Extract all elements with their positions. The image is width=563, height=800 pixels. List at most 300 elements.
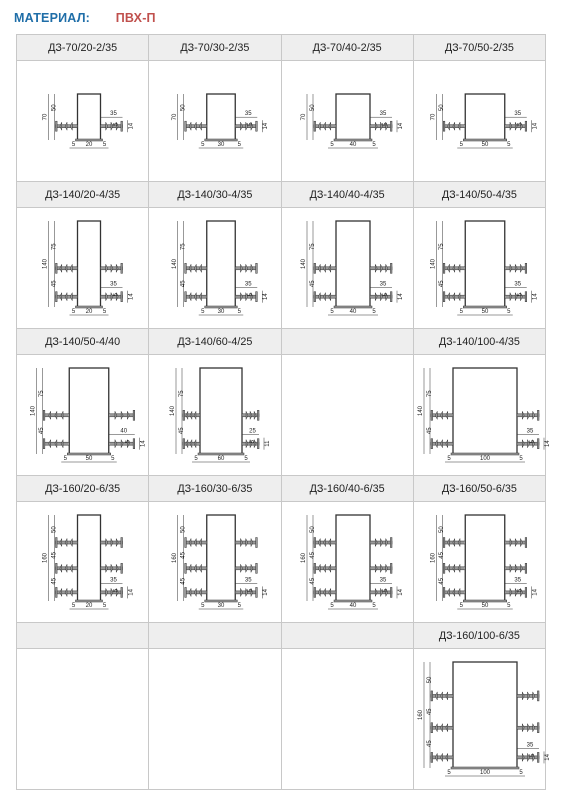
anchor-tooth (446, 692, 448, 700)
anchor-head (444, 263, 446, 273)
anchor-tooth (453, 122, 455, 130)
anchor-tooth (441, 440, 443, 448)
anchor-rib (444, 292, 466, 302)
dimension-label: 70 (171, 113, 178, 121)
profile-body (453, 368, 517, 454)
anchor-tooth (510, 264, 512, 272)
anchor-head (538, 723, 540, 733)
profile-title (281, 329, 413, 355)
dimension-label: 20 (85, 309, 92, 315)
anchor-tooth (521, 539, 523, 547)
dimension-label: 50 (310, 526, 317, 533)
anchor-rib (314, 121, 336, 131)
anchor-tooth (65, 539, 67, 547)
anchor-tooth (375, 122, 377, 130)
dimension-label: 45 (51, 577, 58, 585)
anchor-tooth (458, 264, 460, 272)
anchor-tooth (441, 692, 443, 700)
anchor-head (121, 563, 123, 573)
anchor-tooth (441, 411, 443, 419)
profile-base (198, 453, 244, 455)
anchor-tooth (70, 122, 72, 130)
anchor-head (256, 563, 258, 573)
anchor-tooth (533, 411, 535, 419)
anchor-rib (100, 538, 122, 548)
profile-table (16, 34, 552, 790)
anchor-tooth (194, 539, 196, 547)
anchor-tooth (116, 264, 118, 272)
anchor-tooth (324, 539, 326, 547)
profile-base (451, 453, 519, 455)
profile-base (205, 600, 238, 602)
dimension-label: 5 (194, 456, 198, 462)
anchor-head (391, 292, 393, 302)
profile-title: ДЗ-70/50-2/35 (413, 35, 545, 61)
anchor-rib (43, 410, 69, 420)
dimension-label: 35 (379, 577, 387, 584)
profile-title: ДЗ-140/40-4/35 (281, 182, 413, 208)
anchor-head (185, 121, 187, 131)
dimension-label: 14 (263, 589, 270, 596)
dimension-label: 35 (514, 281, 522, 288)
anchor-rib (370, 563, 392, 573)
dimension-label: 20 (85, 603, 92, 609)
profile-title: ДЗ-140/20-4/35 (17, 182, 149, 208)
title-row (17, 35, 546, 61)
dimension-label: 50 (51, 104, 58, 112)
anchor-rib (185, 121, 207, 131)
anchor-tooth (251, 539, 253, 547)
anchor-tooth (436, 724, 438, 732)
anchor-tooth (458, 564, 460, 572)
anchor-head (43, 410, 45, 420)
anchor-head (185, 563, 187, 573)
anchor-tooth (329, 264, 331, 272)
anchor-tooth (70, 293, 72, 301)
anchor-tooth (199, 293, 201, 301)
anchor-tooth (121, 440, 123, 448)
anchor-tooth (105, 264, 107, 272)
dimension-label: 140 (430, 258, 437, 270)
dimension-label: 50 (51, 526, 58, 533)
anchor-tooth (375, 293, 377, 301)
anchor-head (538, 410, 540, 420)
dimension-label: 11 (264, 440, 271, 447)
profile-body (200, 368, 242, 454)
profile-drawing-cell (17, 61, 149, 182)
profile-drawing (21, 360, 145, 470)
anchor-tooth (329, 539, 331, 547)
dimension-label: 5 (372, 603, 376, 609)
dimension-label: 35 (379, 111, 387, 118)
profile-title (149, 623, 281, 649)
anchor-head (55, 292, 57, 302)
anchor-tooth (510, 564, 512, 572)
anchor-tooth (441, 753, 443, 761)
dimension-label: 20 (85, 142, 92, 148)
dimension-label: 45 (439, 280, 446, 288)
anchor-rib (431, 410, 453, 420)
anchor-tooth (105, 564, 107, 572)
dimension-label: 100 (480, 770, 491, 776)
anchor-tooth (189, 293, 191, 301)
dimension-label: 14 (398, 589, 405, 596)
profile-drawing-cell (149, 502, 281, 623)
profile-title: ДЗ-140/50-4/40 (17, 329, 149, 355)
dimension-label: 50 (439, 104, 446, 112)
anchor-head (121, 538, 123, 548)
dimension-label: 50 (482, 309, 489, 315)
anchor-rib (108, 410, 134, 420)
anchor-rib (370, 263, 392, 273)
anchor-rib (55, 263, 77, 273)
anchor-rib (505, 563, 527, 573)
profile-title: ДЗ-160/50-6/35 (413, 476, 545, 502)
dimension-label: 5 (383, 293, 390, 297)
anchor-tooth (121, 411, 123, 419)
dimension-label: 35 (244, 281, 252, 288)
anchor-rib (314, 292, 336, 302)
anchor-rib (55, 121, 77, 131)
dimension-label: 30 (217, 309, 225, 315)
anchor-tooth (194, 293, 196, 301)
dimension-label: 5 (102, 309, 106, 315)
anchor-rib (185, 587, 207, 597)
title-row (17, 182, 546, 208)
anchor-tooth (381, 264, 383, 272)
anchor-tooth (458, 588, 460, 596)
profile-drawing (417, 507, 541, 617)
anchor-tooth (386, 264, 388, 272)
anchor-head (55, 121, 57, 131)
profile-drawing-cell (413, 208, 545, 329)
anchor-rib (314, 263, 336, 273)
anchor-rib (183, 410, 200, 420)
anchor-tooth (318, 264, 320, 272)
anchor-tooth (318, 293, 320, 301)
profile-base (205, 306, 238, 308)
anchor-tooth (329, 293, 331, 301)
profile-drawing (285, 86, 409, 156)
profile-drawing-cell (149, 61, 281, 182)
dimension-label: 45 (178, 427, 185, 435)
profile-body (466, 515, 506, 601)
anchor-tooth (199, 122, 201, 130)
anchor-tooth (318, 588, 320, 596)
dimension-label: 5 (244, 456, 248, 462)
dimension-label: 45 (51, 280, 58, 288)
dimension-label: 5 (248, 588, 255, 593)
anchor-tooth (116, 539, 118, 547)
dimension-label: 5 (459, 309, 464, 315)
anchor-head (444, 563, 446, 573)
anchor-tooth (523, 724, 525, 732)
anchor-rib (55, 292, 77, 302)
anchor-tooth (48, 411, 50, 419)
anchor-tooth (54, 440, 56, 448)
anchor-tooth (329, 588, 331, 596)
dimension-label: 50 (439, 526, 446, 533)
anchor-tooth (251, 564, 253, 572)
dimension-label: 5 (330, 142, 334, 148)
dimension-label: 5 (507, 309, 511, 315)
anchor-tooth (61, 440, 63, 448)
anchor-head (256, 587, 258, 597)
profile-drawing-cell (17, 208, 149, 329)
anchor-head (121, 292, 123, 302)
anchor-rib (431, 723, 453, 733)
profile-drawing-cell (149, 355, 281, 476)
anchor-tooth (375, 564, 377, 572)
dimension-label: 5 (113, 122, 120, 126)
dimension-label: 45 (439, 552, 446, 559)
dimension-label: 14 (128, 589, 135, 596)
anchor-head (538, 691, 540, 701)
dimension-label: 45 (38, 427, 45, 435)
dimension-label: 40 (349, 142, 357, 148)
anchor-rib (431, 752, 453, 762)
anchor-tooth (446, 440, 448, 448)
dimension-label: 35 (109, 281, 117, 288)
drawing-row (17, 61, 546, 182)
anchor-tooth (453, 539, 455, 547)
anchor-head (391, 538, 393, 548)
anchor-rib (444, 538, 466, 548)
title-row (17, 476, 546, 502)
dimension-label: 35 (244, 577, 252, 584)
anchor-rib (235, 263, 257, 273)
dimension-label: 70 (301, 113, 308, 121)
profile-base (334, 139, 372, 141)
anchor-tooth (61, 411, 63, 419)
anchor-tooth (453, 264, 455, 272)
anchor-tooth (189, 264, 191, 272)
dimension-label: 5 (71, 142, 75, 148)
anchor-tooth (199, 264, 201, 272)
anchor-rib (314, 538, 336, 548)
material-label: МАТЕРИАЛ: (14, 11, 91, 25)
dimension-label: 35 (109, 577, 117, 584)
dimension-label: 5 (530, 440, 537, 444)
dimension-label: 14 (545, 440, 552, 448)
dimension-label: 45 (310, 280, 317, 288)
anchor-head (257, 439, 259, 449)
anchor-tooth (240, 539, 242, 547)
dimension-label: 5 (518, 122, 525, 126)
drawing-row (17, 208, 546, 329)
dimension-label: 45 (427, 708, 434, 716)
anchor-head (538, 439, 540, 449)
profile-drawing-cell (413, 355, 552, 476)
anchor-tooth (48, 440, 50, 448)
profile-drawing (417, 213, 541, 323)
anchor-tooth (375, 588, 377, 596)
anchor-tooth (65, 588, 67, 596)
anchor-head (431, 410, 433, 420)
anchor-head (431, 691, 433, 701)
anchor-tooth (448, 264, 450, 272)
anchor-tooth (381, 539, 383, 547)
dimension-label: 45 (439, 577, 446, 585)
dimension-label: 160 (301, 552, 308, 564)
anchor-tooth (533, 724, 535, 732)
dimension-label: 140 (418, 405, 425, 417)
profile-drawing (417, 360, 552, 470)
dimension-label: 5 (237, 603, 241, 609)
title-row (17, 329, 546, 355)
anchor-head (314, 587, 316, 597)
dimension-label: 5 (330, 309, 334, 315)
anchor-tooth (528, 411, 530, 419)
profile-drawing-cell (149, 649, 281, 790)
profile-drawing-cell (413, 61, 545, 182)
anchor-rib (431, 439, 453, 449)
profile-title (281, 623, 413, 649)
dimension-label: 5 (110, 456, 115, 462)
profile-body (336, 94, 370, 140)
profile-base (334, 600, 372, 602)
anchor-tooth (59, 264, 61, 272)
dimension-label: 5 (447, 770, 452, 776)
anchor-tooth (446, 411, 448, 419)
anchor-tooth (453, 588, 455, 596)
anchor-tooth (240, 588, 242, 596)
dimension-label: 5 (125, 440, 132, 444)
profile-drawing-cell (281, 355, 413, 476)
anchor-tooth (528, 692, 530, 700)
anchor-tooth (105, 539, 107, 547)
dimension-label: 35 (244, 111, 252, 118)
anchor-head (526, 587, 528, 597)
profile-body (336, 221, 370, 307)
anchor-rib (517, 723, 539, 733)
anchor-tooth (523, 692, 525, 700)
dimension-label: 160 (430, 552, 437, 564)
dimension-label: 50 (85, 456, 92, 462)
dimension-label: 14 (128, 122, 135, 130)
anchor-tooth (329, 122, 331, 130)
profile-base (451, 767, 519, 769)
profile-drawing (21, 213, 145, 323)
anchor-tooth (189, 539, 191, 547)
anchor-tooth (386, 564, 388, 572)
profile-body (336, 515, 370, 601)
anchor-tooth (54, 411, 56, 419)
anchor-tooth (375, 264, 377, 272)
anchor-tooth (510, 122, 512, 130)
dimension-label: 50 (180, 104, 187, 112)
dimension-label: 140 (169, 405, 176, 417)
dimension-label: 35 (514, 111, 522, 118)
dimension-label: 5 (372, 309, 376, 315)
dimension-label: 14 (263, 293, 270, 301)
anchor-head (444, 587, 446, 597)
profile-drawing (285, 213, 409, 323)
anchor-tooth (111, 564, 113, 572)
dimension-label: 30 (217, 603, 225, 609)
anchor-rib (100, 563, 122, 573)
dimension-label: 5 (237, 309, 241, 315)
dimension-label: 5 (248, 293, 255, 297)
profile-base (464, 306, 508, 308)
anchor-head (256, 538, 258, 548)
dimension-label: 75 (180, 243, 187, 251)
dimension-label: 35 (514, 577, 522, 584)
anchor-head (314, 292, 316, 302)
anchor-tooth (70, 539, 72, 547)
anchor-head (185, 292, 187, 302)
dimension-label: 75 (178, 390, 185, 398)
anchor-tooth (65, 293, 67, 301)
dimension-label: 5 (518, 588, 525, 593)
dimension-label: 5 (113, 293, 120, 297)
anchor-head (183, 410, 185, 420)
anchor-tooth (59, 293, 61, 301)
material-header (14, 11, 156, 25)
anchor-tooth (510, 539, 512, 547)
anchor-tooth (246, 564, 248, 572)
dimension-label: 5 (237, 142, 241, 148)
profile-body (69, 368, 109, 454)
dimension-label: 14 (533, 589, 540, 596)
dimension-label: 5 (447, 456, 452, 462)
anchor-tooth (65, 264, 67, 272)
anchor-rib (431, 691, 453, 701)
profile-title: ДЗ-160/100-6/35 (413, 623, 545, 649)
dimension-label: 5 (383, 122, 390, 126)
profile-base (67, 453, 111, 455)
anchor-tooth (254, 411, 256, 419)
dimension-label: 50 (427, 676, 434, 684)
dimension-label: 5 (507, 603, 511, 609)
anchor-tooth (453, 293, 455, 301)
dimension-label: 45 (180, 577, 187, 585)
dimension-label: 100 (480, 456, 491, 462)
anchor-tooth (448, 539, 450, 547)
anchor-tooth (523, 440, 525, 448)
anchor-rib (55, 587, 77, 597)
dimension-label: 35 (527, 428, 534, 435)
anchor-tooth (318, 564, 320, 572)
anchor-rib (517, 691, 539, 701)
anchor-head (538, 752, 540, 762)
anchor-tooth (240, 264, 242, 272)
anchor-tooth (448, 122, 450, 130)
profile-drawing (153, 507, 277, 617)
anchor-tooth (116, 564, 118, 572)
anchor-tooth (189, 564, 191, 572)
anchor-tooth (189, 588, 191, 596)
dimension-label: 14 (140, 440, 147, 448)
drawing-row (17, 649, 546, 790)
anchor-rib (444, 587, 466, 597)
anchor-tooth (65, 122, 67, 130)
anchor-head (55, 538, 57, 548)
profile-title: ДЗ-160/40-6/35 (281, 476, 413, 502)
profile-drawing-cell (281, 502, 413, 623)
anchor-tooth (59, 588, 61, 596)
anchor-tooth (240, 564, 242, 572)
dimension-label: 45 (310, 552, 317, 559)
anchor-rib (55, 563, 77, 573)
anchor-tooth (199, 588, 201, 596)
anchor-tooth (70, 564, 72, 572)
anchor-tooth (448, 564, 450, 572)
profile-title: ДЗ-140/50-4/35 (413, 182, 545, 208)
anchor-tooth (446, 724, 448, 732)
anchor-tooth (458, 293, 460, 301)
profile-title: ДЗ-70/30-2/35 (149, 35, 281, 61)
